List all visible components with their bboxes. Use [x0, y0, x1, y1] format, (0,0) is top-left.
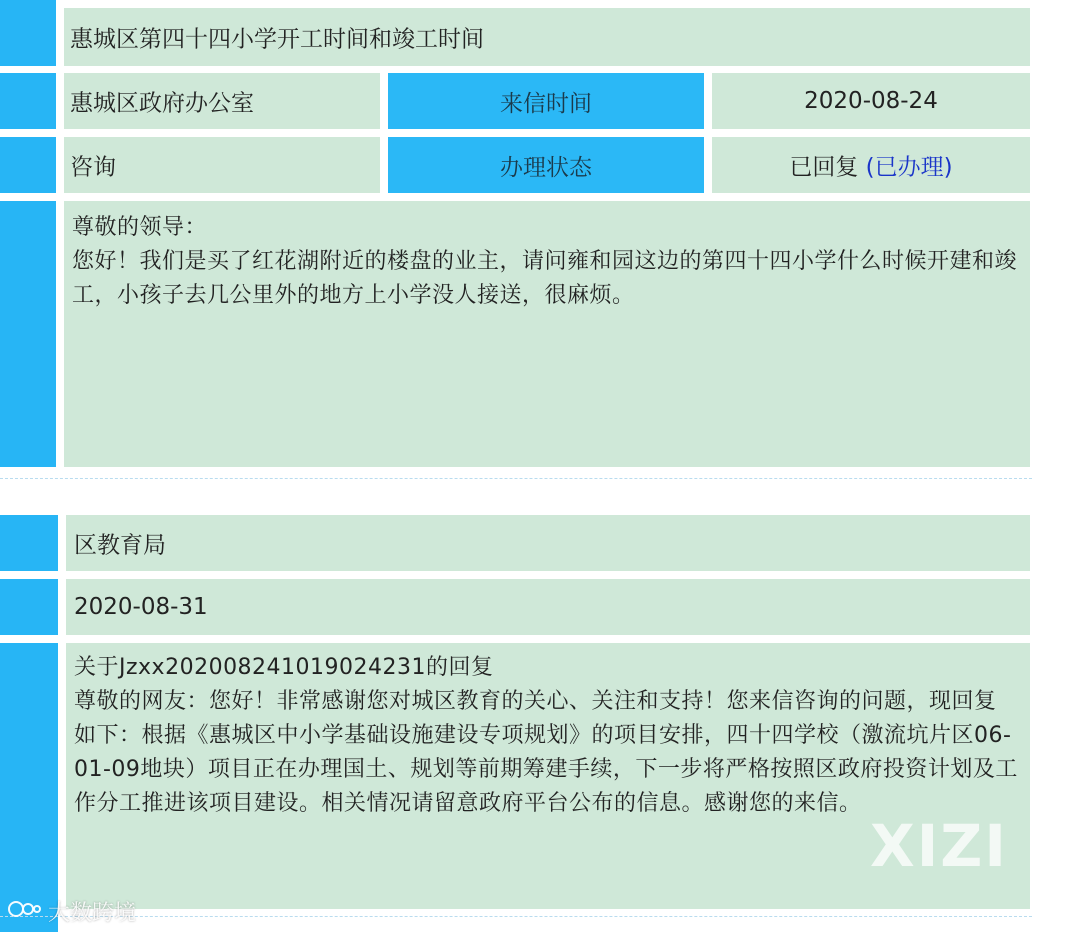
letter-status-label: 办理状态 — [500, 154, 592, 181]
letter-body-cell — [64, 201, 1030, 467]
reply-body — [74, 651, 1018, 821]
left-bar-body — [0, 201, 56, 467]
reply-subject: 关于Jzxx202008241019024231的回复 — [74, 655, 494, 680]
reply-content: 尊敬的网友：您好！非常感谢您对城区教育的关心、关注和支持！您来信咨询的问题，现回复如下：根据《惠城区中小学基础设施建设专项规划》的项目安排，四十四学校（激流坑片区06-01-09地块）项目正在办理国土、规划等前期筹建手续，下一步将严格按照区政府投资计划及工作分工推进该项目建设。相关情况请留意政府平台公布的信息。感谢您的来信。 — [74, 689, 1018, 816]
letter-date-label: 来信时间 — [500, 90, 592, 117]
xizi-watermark: XIZI — [870, 812, 1008, 880]
logo-icon — [8, 897, 42, 927]
letter-type: 咨询 — [70, 154, 116, 181]
letter-department-cell — [64, 73, 380, 129]
brand-watermark — [8, 896, 136, 927]
letter-date-cell — [712, 73, 1030, 129]
letter-status-value: 已回复 — [789, 154, 859, 181]
reply-date-cell — [66, 579, 1030, 635]
brand-name: 大数跨境 — [48, 901, 137, 926]
left-bar-reply-dept — [0, 515, 58, 571]
letter-status-wrap — [712, 149, 1030, 182]
left-bar-type — [0, 137, 56, 193]
letter-title: 惠城区第四十四小学开工时间和竣工时间 — [70, 26, 484, 53]
letter-status-link[interactable]: (已办理) — [865, 154, 953, 181]
letter-type-cell — [64, 137, 380, 193]
left-bar-title — [0, 0, 56, 66]
left-bar-reply-date — [0, 579, 58, 635]
letter-body — [72, 211, 1018, 313]
left-bar-dept — [0, 73, 56, 129]
letter-department: 惠城区政府办公室 — [70, 90, 254, 117]
reply-department-cell — [66, 515, 1030, 571]
bottom-divider — [0, 916, 1032, 917]
left-bar-reply-body — [0, 643, 58, 932]
letter-date-value: 2020-08-24 — [804, 88, 938, 114]
letter-title-cell — [64, 8, 1030, 66]
letter-date-label-cell — [388, 73, 704, 129]
letter-greeting: 尊敬的领导： — [72, 215, 208, 240]
section-divider — [0, 478, 1032, 479]
letter-status-cell — [712, 137, 1030, 193]
reply-date: 2020-08-31 — [74, 594, 208, 620]
letter-status-label-cell — [388, 137, 704, 193]
reply-department: 区教育局 — [74, 532, 166, 559]
letter-content: 您好！我们是买了红花湖附近的楼盘的业主，请问雍和园这边的第四十四小学什么时候开建和竣工，小孩子去几公里外的地方上小学没人接送，很麻烦。 — [72, 249, 1018, 308]
